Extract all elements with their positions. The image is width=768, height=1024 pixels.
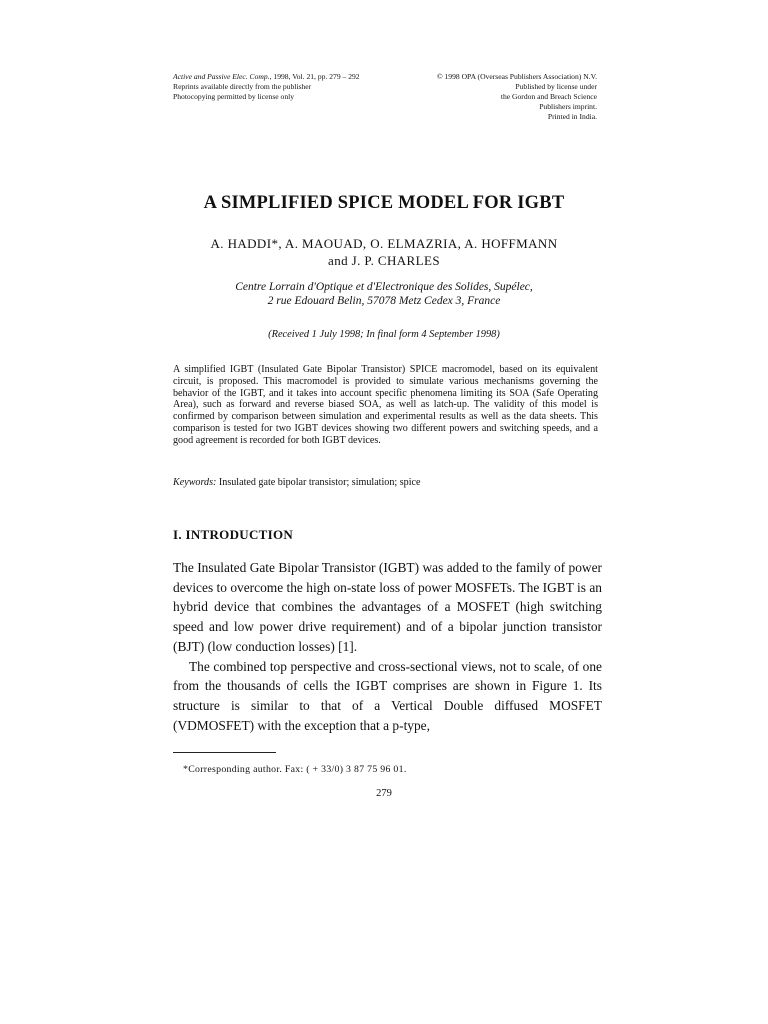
- body-paragraph-1: The Insulated Gate Bipolar Transistor (IGBT) was added to the family of power devices to overcome the high on-state loss of power MOSFETs. The IGBT is an hybrid device that combines the advantages of a MOSFET (high switching speed and low power drive requirement) and of a bipolar junction transistor (BJT) (low conduction losses) [1].: [173, 560, 602, 654]
- keywords: [173, 477, 598, 488]
- affiliation-line-1: Centre Lorrain d'Optique et d'Electronique des Solides, Supélec,: [235, 281, 533, 293]
- journal-citation: [173, 72, 360, 82]
- abstract: A simplified IGBT (Insulated Gate Bipolar Transistor) SPICE macromodel, based on its equivalent circuit, is proposed. This macromodel is provided to simulate various mechanisms governing the behavior of the IGBT, and it takes into account specific phenomena limiting its SOA (Safe Operating Area), such as forward and reverse biased SOA, as well as latch-up. The validity of this model is confirmed by comparison between simulation and experimental results as well as the data sheets. This comparison is tested for two IGBT devices showing two different powers and switching speeds, and a good agreement is recorded for both IGBT devices.: [173, 364, 598, 446]
- header-row-2: [173, 82, 597, 92]
- copyright-notice: © 1998 OPA (Overseas Publishers Association) N.V.: [436, 72, 597, 81]
- footnote-rule: [173, 752, 276, 753]
- authors-line-2: and J. P. CHARLES: [328, 253, 440, 268]
- publishers-imprint: Publishers imprint.: [539, 102, 597, 111]
- header-row-1: [173, 72, 597, 82]
- paper-title: A SIMPLIFIED SPICE MODEL FOR IGBT: [203, 193, 565, 213]
- author-list: [0, 235, 768, 269]
- citation-details: , 1998, Vol. 21, pp. 279 – 292: [269, 72, 360, 81]
- footnote: *Corresponding author. Fax: ( + 33/0) 3 87 75 96 01.: [183, 764, 407, 775]
- received-dates: (Received 1 July 1998; In final form 4 September 1998): [268, 329, 500, 340]
- body-text: [173, 558, 602, 735]
- published-by-notice: Published by license under: [515, 82, 597, 91]
- header-row-3: [173, 92, 597, 102]
- journal-name: Active and Passive Elec. Comp.: [173, 72, 270, 81]
- affiliation-line-2: 2 rue Edouard Belin, 57078 Metz Cedex 3, France: [267, 295, 501, 307]
- gordon-breach-notice: the Gordon and Breach Science: [500, 92, 597, 101]
- keywords-label: Keywords:: [173, 477, 217, 488]
- page-number: 279: [376, 788, 392, 799]
- printed-in: Printed in India.: [547, 112, 597, 121]
- affiliation: [0, 280, 768, 308]
- keywords-text: Insulated gate bipolar transistor; simulation; spice: [218, 477, 421, 488]
- body-paragraph-2: The combined top perspective and cross-sectional views, not to scale, of one from the thousands of cells the IGBT comprises are shown in Figure 1. Its structure is similar to that of a Vertical Double diffused MOSFET (VDMOSFET) with the exception that a p-type,: [173, 658, 602, 733]
- publication-header: [173, 72, 597, 122]
- reprints-notice: Reprints available directly from the publisher: [173, 82, 312, 91]
- section-heading: I. INTRODUCTION: [173, 527, 294, 542]
- photocopying-notice: Photocopying permitted by license only: [173, 92, 295, 101]
- authors-line-1: A. HADDI*, A. MAOUAD, O. ELMAZRIA, A. HOFFMANN: [210, 236, 558, 251]
